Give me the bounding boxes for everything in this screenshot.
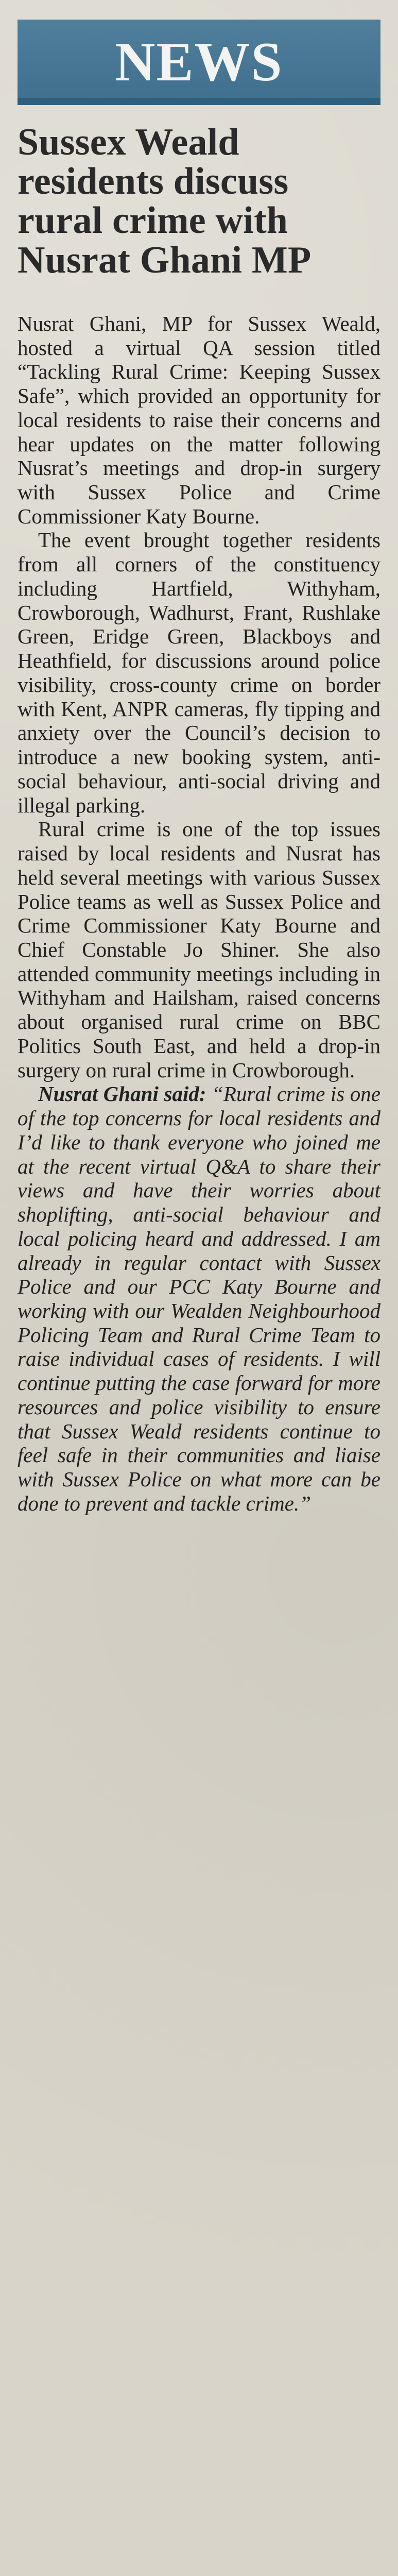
quote-speaker: Nusrat Ghani said: (38, 1082, 206, 1106)
quote-text: “Rural crime is one of the top concerns for local residents and I’d like to thank everyone who joined me at the recent virtual Q&A to share their views and have their worries about shoplifting, anti-social behaviour and local policing heard and addressed. I am already in regular contact with Sussex Police and our PCC Katy Bourne and working with our Wealden Neighbourhood Policing Team and Rural Crime Team to raise individual cases of residents. I will continue putting the case forward for more resources and police visibility to ensure that Sussex Weald residents continue to feel safe in their communities and liaise with Sussex Police on what more can be done to prevent and tackle crime.” (18, 1082, 381, 1515)
article-headline: Sussex Weald residents discuss rural crime with Nusrat Ghani MP (18, 121, 312, 281)
article-paragraph-2: The event brought together residents from all corners of the constituency including Hartfield, Withyham, Crowborough, Wadhurst, Frant, Rushlake Green, Eridge Green, Blackboys and Heathfield, for discussions around police visibility, cross-county crime on border with Kent, ANPR cameras, fly tipping and anxiety over the Council’s decision to introduce a new booking system, anti-social behaviour, anti-social driving and illegal parking. (18, 528, 380, 817)
article-quote-paragraph (18, 1082, 380, 1515)
news-banner-label: NEWS (115, 31, 283, 93)
article-body (18, 312, 380, 1516)
news-section-banner (18, 20, 380, 105)
article-paragraph-1: Nusrat Ghani, MP for Sussex Weald, hosted a virtual QA session titled “Tackling Rural Crime: Keeping Sussex Safe”, which provided an opportunity for local residents to raise their concerns and hear updates on the matter following Nusrat’s meetings and drop-in surgery with Sussex Police and Crime Commissioner Katy Bourne. (18, 311, 380, 528)
article-paragraph-3: Rural crime is one of the top issues raised by local residents and Nusrat has held several meetings with various Sussex Police teams as well as Sussex Police and Crime Commissioner Katy Bourne and Chief Constable Jo Shiner. She also attended community meetings including in Withyham and Hailsham, raised concerns about organised rural crime on BBC Politics South East, and held a drop-in surgery on rural crime in Crowborough. (18, 817, 380, 1082)
